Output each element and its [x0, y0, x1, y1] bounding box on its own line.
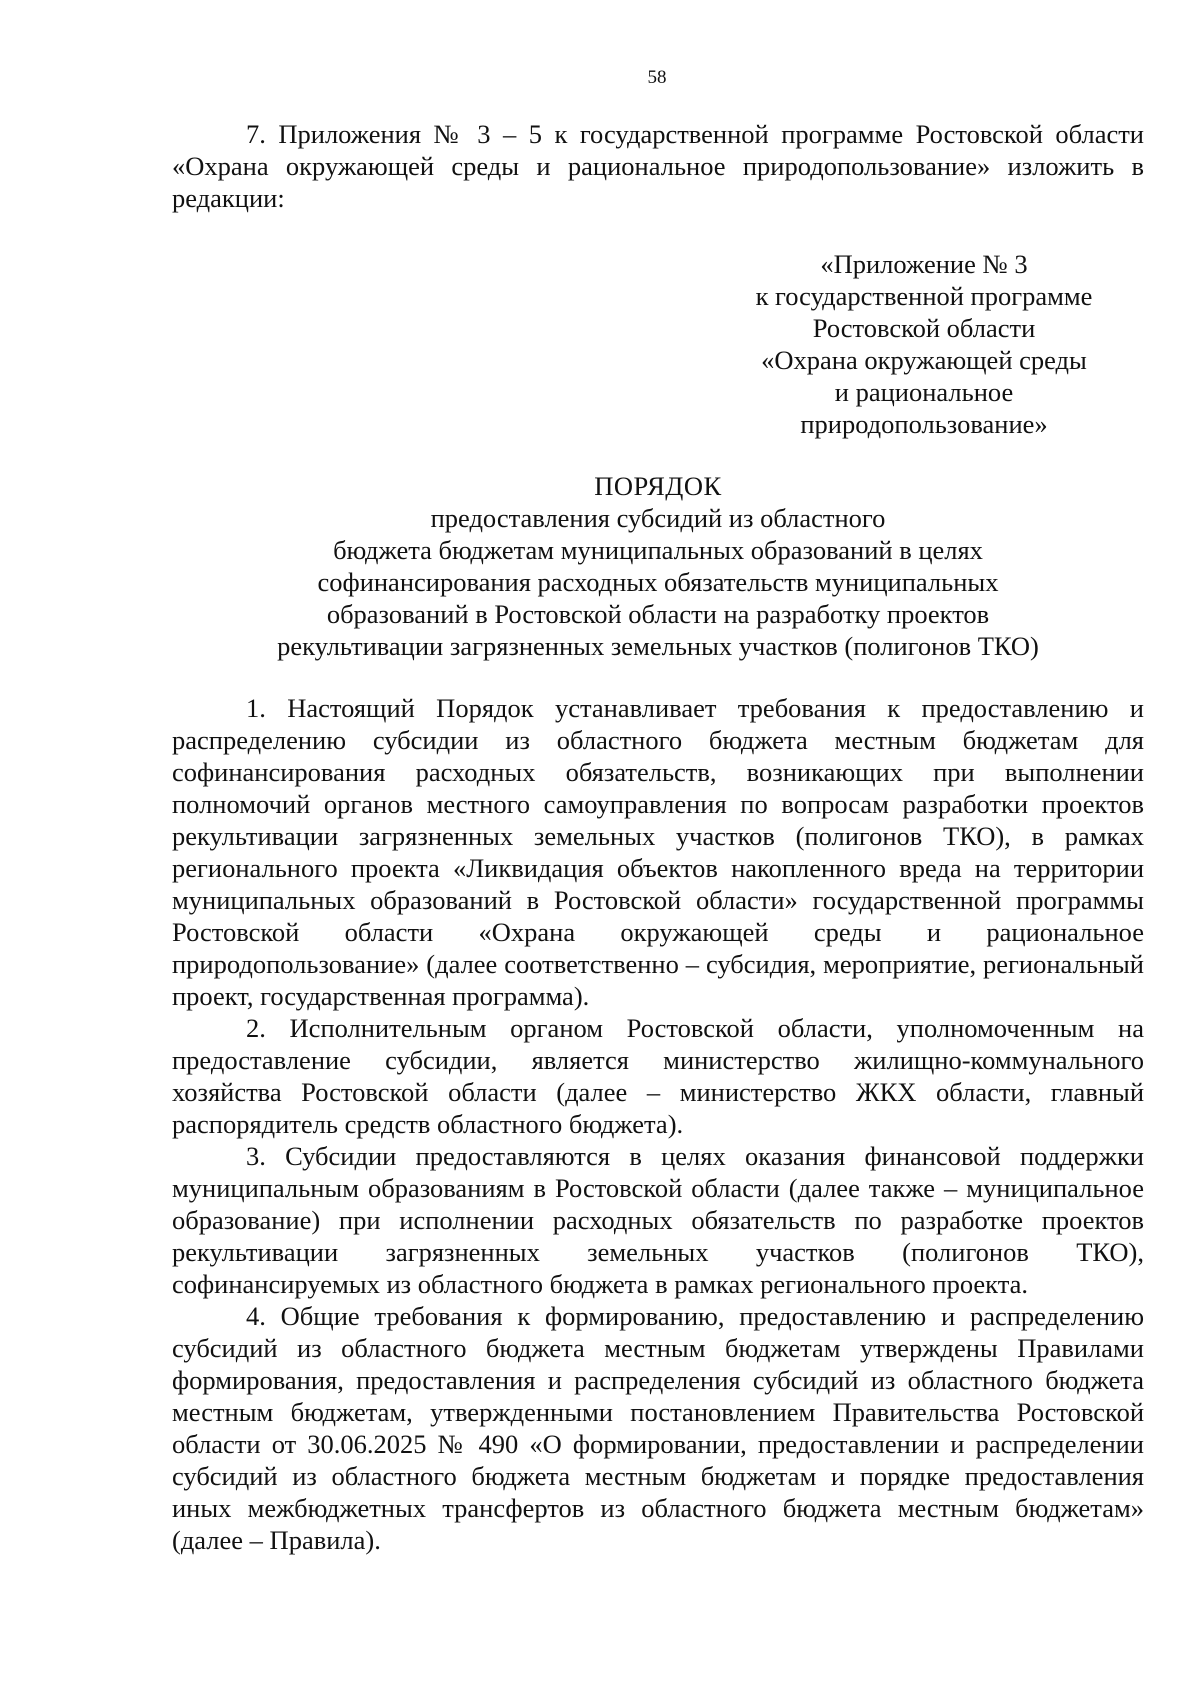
- title-subtitle-line: предоставления субсидий из областного: [430, 503, 886, 533]
- document-content: [172, 118, 1144, 1556]
- title-subtitle-line: рекультивации загрязненных земельных участков (полигонов ТКО): [277, 631, 1039, 661]
- title-main: ПОРЯДОК: [594, 471, 722, 501]
- title-subtitle-line: софинансирования расходных обязательств муниципальных: [317, 567, 999, 597]
- body-paragraph: 4. Общие требования к формированию, предоставлению и распределению субсидий из областного бюджета местным бюджетам утверждены Правилами формирования, предоставления и распределения субсидий из областного бюджета местным бюджетам, утвержденными постановлением Правительства Ростовской области от 30.06.2025 № 490 «О формировании, предоставлении и распределении субсидий из областного бюджета местным бюджетам и порядке предоставления иных межбюджетных трансфертов из областного бюджета местным бюджетам» (далее – Правила).: [172, 1301, 1144, 1555]
- body-paragraphs: [172, 692, 1144, 1556]
- title-subtitle-line: образований в Ростовской области на разработку проектов: [326, 599, 990, 629]
- appendix-header-line: «Приложение № 3: [820, 249, 1028, 279]
- title-subtitle: [172, 502, 1144, 662]
- page-number: 58: [647, 67, 667, 88]
- document-title: [172, 470, 1144, 662]
- appendix-header-line: Ростовской области: [812, 313, 1036, 343]
- appendix-header-line: и рациональное: [834, 377, 1014, 407]
- appendix-header: [704, 248, 1144, 440]
- intro-paragraph: 7. Приложения № 3 – 5 к государственной программе Ростовской области «Охрана окружающей среды и рациональное природопользование» изложить в редакции:: [172, 119, 1144, 213]
- body-paragraph: 3. Субсидии предоставляются в целях оказания финансовой поддержки муниципальным образованиям в Ростовской области (далее также – муниципальное образование) при исполнении расходных обязательств по разработке проектов рекультивации загрязненных земельных участков (полигонов ТКО), софинансируемых из областного бюджета в рамках регионального проекта.: [172, 1141, 1144, 1299]
- appendix-header-line: к государственной программе: [755, 281, 1093, 311]
- title-subtitle-line: бюджета бюджетам муниципальных образований в целях: [333, 535, 983, 565]
- appendix-header-line: природопользование»: [800, 409, 1048, 439]
- appendix-header-line: «Охрана окружающей среды: [761, 345, 1087, 375]
- body-paragraph: 1. Настоящий Порядок устанавливает требования к предоставлению и распределению субсидии из областного бюджета местным бюджетам для софинансирования расходных обязательств, возникающих при выполнении полномочий органов местного самоуправления по вопросам разработки проектов рекультивации загрязненных земельных участков (полигонов ТКО), в рамках регионального проекта «Ликвидация объектов накопленного вреда на территории муниципальных образований в Ростовской области» государственной программы Ростовской области «Охрана окружающей среды и рациональное природопользование» (далее соответственно – субсидия, мероприятие, региональный проект, государственная программа).: [172, 693, 1144, 1011]
- body-paragraph: 2. Исполнительным органом Ростовской области, уполномоченным на предоставление субсидии, является министерство жилищно-коммунального хозяйства Ростовской области (далее – министерство ЖКХ области, главный распорядитель средств областного бюджета).: [172, 1013, 1144, 1139]
